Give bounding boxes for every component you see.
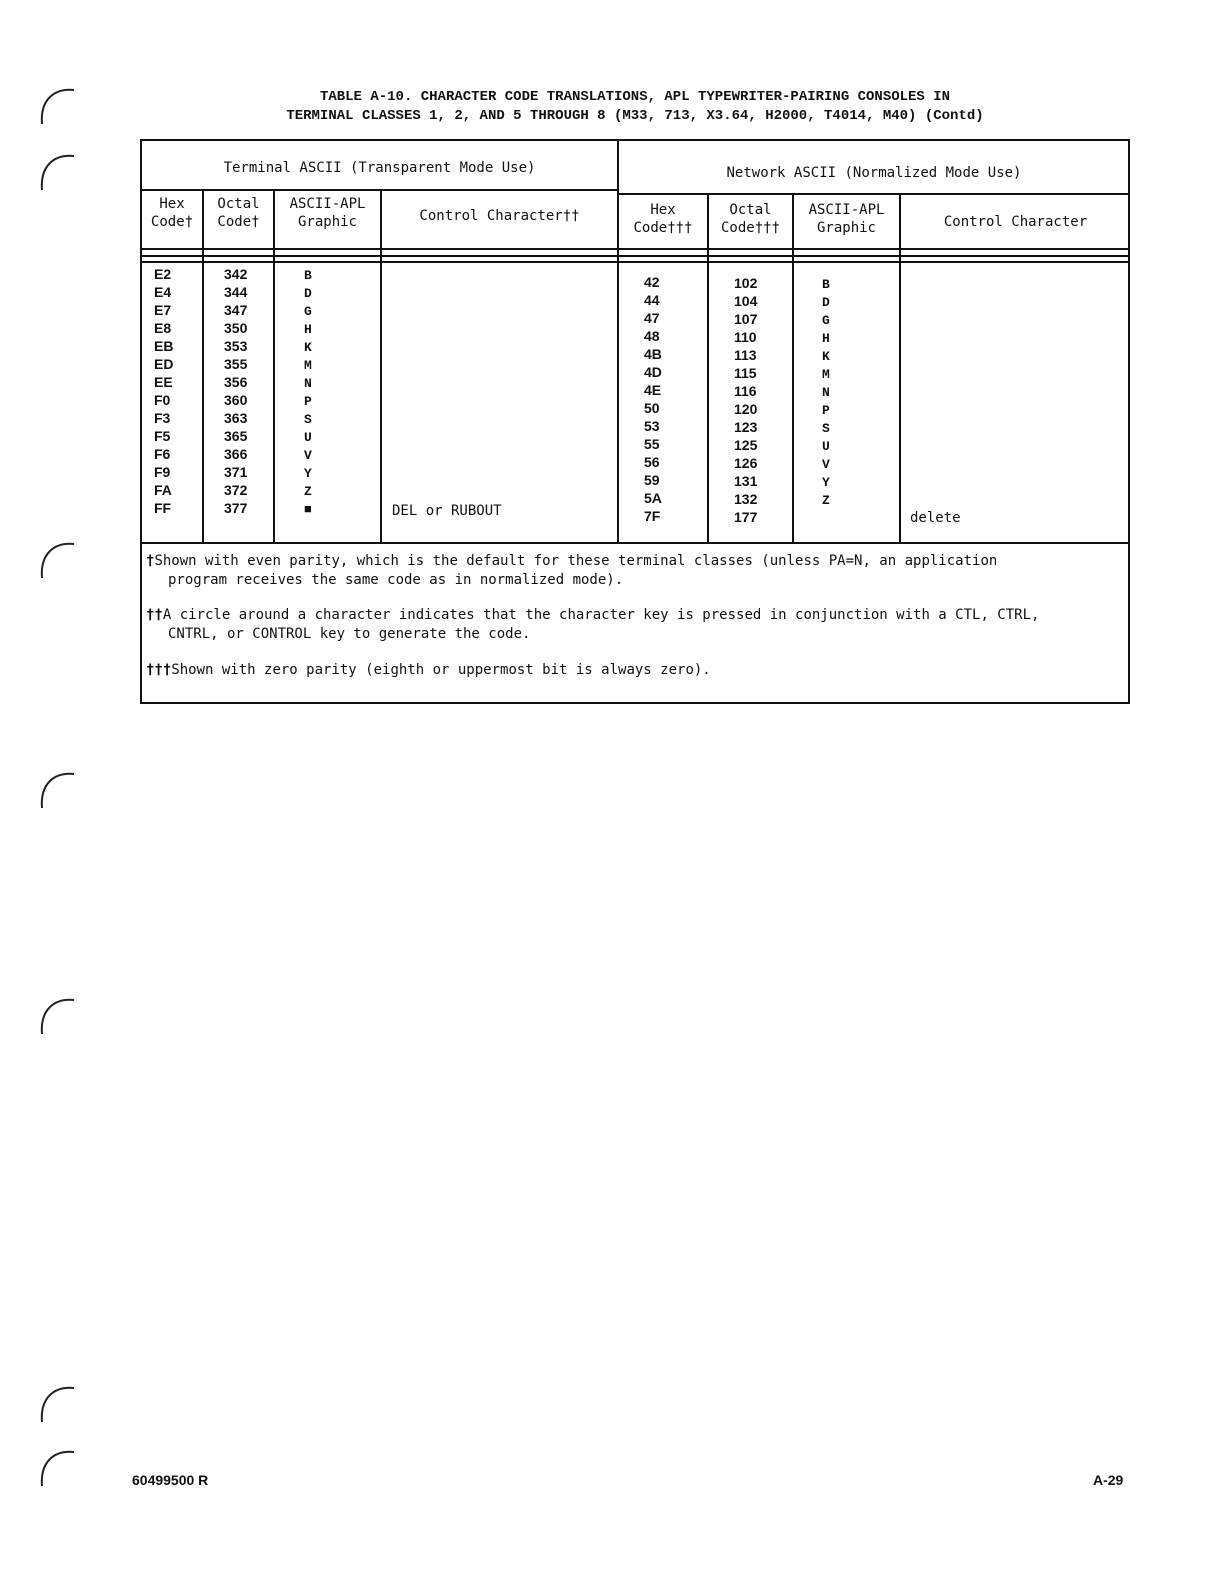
- table-cell: F0: [154, 392, 171, 408]
- header-text: Hex: [650, 202, 676, 218]
- table-cell: 377: [224, 500, 248, 516]
- t-control-delete: DEL or RUBOUT: [392, 503, 502, 519]
- table-title-line1: TABLE A-10. CHARACTER CODE TRANSLATIONS, APL TYPEWRITER-PAIRING CONSOLES IN: [319, 89, 951, 105]
- table-cell: B: [304, 268, 312, 283]
- table-cell: U: [304, 430, 312, 445]
- binder-hole-icon: [34, 1382, 78, 1426]
- table-cell: 102: [734, 275, 758, 291]
- binder-hole-icon: [34, 538, 78, 582]
- column-n-octal: [734, 274, 757, 526]
- table-cell: P: [304, 394, 312, 409]
- table-cell: 371: [224, 464, 248, 480]
- column-t-octal: [224, 265, 247, 517]
- table-cell: 59: [644, 472, 660, 488]
- footnote-text: A circle around a character indicates that the character key is pressed in conjunction with a CTL, CTRL,: [162, 607, 1040, 623]
- table-cell: 126: [734, 455, 758, 471]
- table-cell: 365: [224, 428, 248, 444]
- header-text: ASCII-APL: [808, 202, 885, 218]
- page-number: A-29: [1093, 1472, 1124, 1488]
- table-cell: N: [822, 385, 830, 400]
- table-title-line2: TERMINAL CLASSES 1, 2, AND 5 THROUGH 8 (M33, 713, X3.64, H2000, T4014, M40) (Contd): [286, 108, 984, 124]
- table-cell: FA: [154, 482, 172, 498]
- table-cell: E7: [154, 302, 172, 318]
- table-cell: 132: [734, 491, 758, 507]
- column-divider: [380, 189, 382, 542]
- table-cell: 55: [644, 436, 660, 452]
- table-cell: 353: [224, 338, 248, 354]
- binder-hole-icon: [34, 150, 78, 194]
- table-cell: F3: [154, 410, 171, 426]
- table-cell: U: [822, 439, 830, 454]
- table-cell: Y: [822, 475, 830, 490]
- footnote-text: Shown with zero parity (eighth or uppermost bit is always zero).: [171, 662, 711, 678]
- header-n-octal: [709, 201, 792, 237]
- column-header-rule: [140, 248, 1130, 250]
- table-cell: G: [822, 313, 830, 328]
- group-header-rule: [140, 189, 618, 191]
- header-n-graphic: [794, 201, 899, 237]
- table-cell: 7F: [644, 508, 661, 524]
- n-control-delete: delete: [910, 510, 961, 526]
- table-cell: 4B: [644, 346, 662, 362]
- table-cell: 5A: [644, 490, 662, 506]
- table-cell: 42: [644, 274, 660, 290]
- dagger-mark: †: [146, 553, 155, 569]
- group-header-terminal: Terminal ASCII (Transparent Mode Use): [223, 160, 536, 176]
- table-cell: 372: [224, 482, 248, 498]
- footnote-text: program receives the same code as in normalized mode).: [168, 572, 624, 588]
- group-header-network: Network ASCII (Normalized Mode Use): [726, 165, 1022, 181]
- table-cell: 360: [224, 392, 248, 408]
- table-cell: D: [822, 295, 830, 310]
- table-cell: D: [304, 286, 312, 301]
- table-cell: 47: [644, 310, 660, 326]
- table-cell: F6: [154, 446, 171, 462]
- table-cell: H: [304, 322, 312, 337]
- column-header-rule: [140, 261, 1130, 263]
- table-cell: 116: [734, 383, 757, 399]
- table-cell: S: [304, 412, 312, 427]
- table-cell: K: [304, 340, 312, 355]
- table-cell: FF: [154, 500, 172, 516]
- table-cell: 355: [224, 356, 248, 372]
- header-text: Graphic: [297, 214, 357, 230]
- column-header-rule: [140, 255, 1130, 257]
- table-cell: E8: [154, 320, 172, 336]
- table-cell: G: [304, 304, 312, 319]
- header-text: Code†: [150, 214, 194, 230]
- header-n-hex: [619, 201, 707, 237]
- header-text: Code†††: [720, 220, 780, 236]
- table-cell: EB: [154, 338, 174, 354]
- table-cell: 48: [644, 328, 660, 344]
- header-t-hex: [142, 195, 202, 231]
- table-cell: M: [304, 358, 312, 373]
- footnote-1: [146, 552, 1116, 590]
- footnote-3: [146, 661, 1116, 680]
- table-cell: N: [304, 376, 312, 391]
- table-cell: Y: [304, 466, 312, 481]
- table-cell: ■: [304, 502, 312, 517]
- header-text: Octal: [217, 196, 260, 212]
- table-cell: ED: [154, 356, 174, 372]
- binder-hole-icon: [34, 84, 78, 128]
- table-cell: 344: [224, 284, 248, 300]
- table-cell: Z: [822, 493, 830, 508]
- table-cell: Z: [304, 484, 312, 499]
- header-text: ASCII-APL: [289, 196, 366, 212]
- table-cell: 107: [734, 311, 758, 327]
- table-cell: F9: [154, 464, 171, 480]
- table-cell: 131: [734, 473, 758, 489]
- group-header-rule: [618, 193, 1130, 195]
- binder-hole-icon: [34, 1446, 78, 1490]
- column-n-graphic: [822, 276, 830, 510]
- table-cell: 4D: [644, 364, 662, 380]
- table-cell: K: [822, 349, 830, 364]
- table-cell: 120: [734, 401, 758, 417]
- header-text: Code†††: [633, 220, 693, 236]
- table-cell: B: [822, 277, 830, 292]
- notes-rule: [140, 542, 1130, 544]
- table-cell: E4: [154, 284, 172, 300]
- footnote-text: CNTRL, or CONTROL key to generate the code.: [168, 626, 531, 642]
- binder-hole-icon: [34, 994, 78, 1038]
- header-n-control: Control Character: [943, 214, 1088, 230]
- header-t-octal: [204, 195, 273, 231]
- table-cell: 104: [734, 293, 758, 309]
- table-cell: S: [822, 421, 830, 436]
- table-cell: H: [822, 331, 830, 346]
- table-cell: EE: [154, 374, 173, 390]
- header-text: Code†: [217, 214, 260, 230]
- table-cell: 4E: [644, 382, 662, 398]
- table-title: [150, 88, 1120, 126]
- table-cell: 125: [734, 437, 758, 453]
- column-t-hex: [154, 265, 173, 517]
- table-cell: V: [304, 448, 312, 463]
- table-cell: 56: [644, 454, 660, 470]
- column-n-hex: [644, 273, 662, 525]
- header-t-graphic: [275, 195, 380, 231]
- table-cell: F5: [154, 428, 171, 444]
- column-divider: [792, 193, 794, 542]
- header-text: Octal: [729, 202, 772, 218]
- table-cell: 113: [734, 347, 757, 363]
- footnote-text: Shown with even parity, which is the default for these terminal classes (unless PA=N, an application: [154, 553, 998, 569]
- column-divider: [202, 189, 204, 542]
- document-number: 60499500 R: [132, 1472, 209, 1488]
- header-text: Graphic: [816, 220, 876, 236]
- binder-hole-icon: [34, 768, 78, 812]
- table-cell: 44: [644, 292, 660, 308]
- table-cell: 110: [734, 329, 757, 345]
- table-cell: P: [822, 403, 830, 418]
- column-divider: [707, 193, 709, 542]
- dagger-mark: †††: [146, 662, 172, 678]
- table-cell: 115: [734, 365, 757, 381]
- table-cell: 50: [644, 400, 660, 416]
- table-cell: 123: [734, 419, 758, 435]
- table-cell: V: [822, 457, 830, 472]
- column-t-graphic: [304, 267, 312, 519]
- table-cell: 177: [734, 509, 758, 525]
- table-cell: M: [822, 367, 830, 382]
- table-cell: 356: [224, 374, 248, 390]
- table-cell: 53: [644, 418, 660, 434]
- table-cell: 347: [224, 302, 248, 318]
- table-cell: E2: [154, 266, 172, 282]
- footnote-2: [146, 606, 1116, 644]
- dagger-mark: ††: [146, 607, 163, 623]
- header-text: Hex: [159, 196, 185, 212]
- column-divider: [899, 193, 901, 542]
- header-t-control: Control Character††: [419, 208, 580, 224]
- column-divider: [273, 189, 275, 542]
- table-cell: 350: [224, 320, 248, 336]
- table-cell: 342: [224, 266, 248, 282]
- table-cell: 363: [224, 410, 248, 426]
- table-cell: 366: [224, 446, 248, 462]
